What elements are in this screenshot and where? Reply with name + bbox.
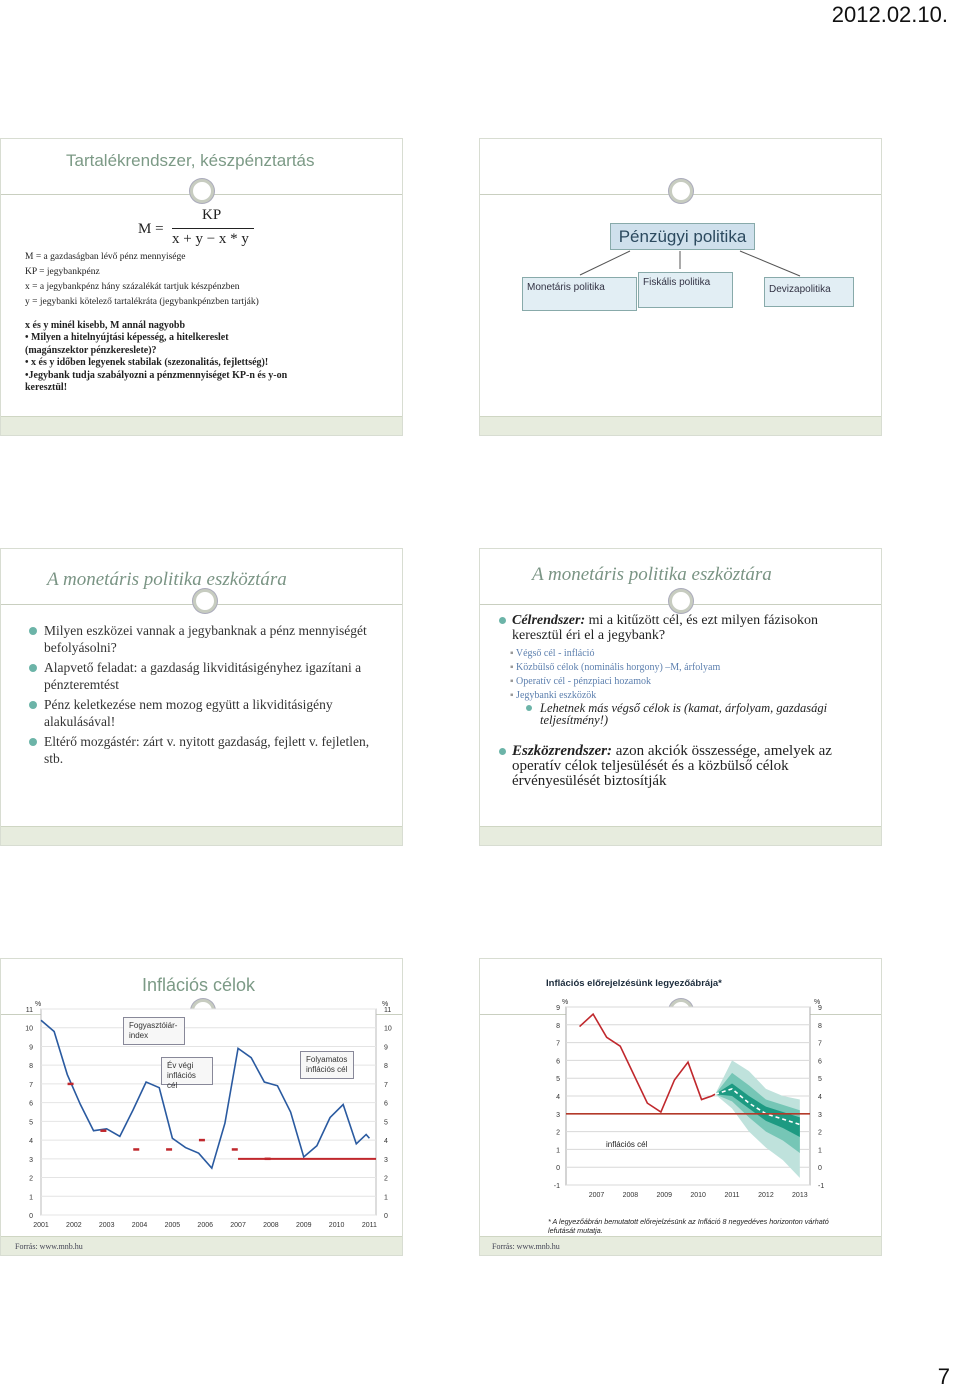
bullet-dot [499, 748, 506, 755]
conclusion-line: x és y minél kisebb, M annál nagyobb [25, 320, 186, 331]
sub-item: ▪ Jegybanki eszközök [510, 690, 597, 701]
bullet-item: Pénz keletkezése nem mozog együtt a likviditásigény alakulásával! [29, 696, 389, 730]
y-tick-label-right: 6 [818, 1058, 822, 1066]
x-tick-label: 2010 [690, 1192, 706, 1199]
bullet-item: Eltérő mozgástér: zárt v. nyitott gazdaság, fejlett v. fejletlen, stb. [29, 733, 389, 767]
y-tick-label-right: 5 [384, 1119, 388, 1127]
instrument-system-text: azon akciók összessége, amelyek az operatív célok teljesülését és a közbülső célok érvényesülését biztosítják [512, 743, 832, 789]
slide-financial-policy [479, 138, 882, 436]
slide-title: A monetáris politika eszköztára [47, 569, 287, 590]
x-tick-label: 2007 [588, 1192, 605, 1199]
child-node-label: Fiskális politika [643, 277, 711, 288]
y-tick-label-left: 4 [29, 1138, 33, 1146]
y-tick-label-left: 5 [556, 1076, 560, 1084]
slide-title: Tartalékrendszer, készpénztartás [66, 151, 315, 170]
plot-area [41, 1009, 376, 1215]
continuous-target-label-box: Folyamatos inflációs cél [300, 1051, 354, 1079]
target-system-text: mi a kitűzött cél, és ezt milyen fázisokon keresztül éri el a jegybank? [512, 613, 818, 643]
x-tick-label: 2008 [263, 1222, 279, 1229]
slide-toolkit-2 [479, 548, 882, 846]
y-tick-label-left: 0 [556, 1165, 560, 1173]
sub-item: ▪ Közbülső célok (nominális horgony) –M, árfolyam [510, 662, 721, 673]
child-node-currency [764, 277, 854, 307]
y-tick-label-right: 1 [384, 1194, 388, 1202]
formula-lhs: M = [138, 221, 164, 237]
cpi-label-box: Fogyasztóiár- index [123, 1017, 185, 1045]
slide-bottom-bar [480, 416, 881, 435]
instrument-system-label: Eszközrendszer: [512, 743, 613, 759]
y-tick-label-right: 7 [818, 1040, 822, 1048]
target-sublist [510, 647, 720, 703]
formula-fraction-bar [172, 228, 254, 229]
bullet-item: Alapvető feladat: a gazdaság likviditásigényhez igazítani a pénzteremtést [29, 659, 389, 693]
slide-inflation-targets [0, 958, 403, 1256]
bullet-list [29, 622, 389, 767]
formula-numerator: KP [202, 207, 222, 223]
fan-footnote: * A legyezőábrán bemutatott előrejelzésünk az Infláció 8 negyedéves horizonton várható lefutását mutatja. [548, 1217, 829, 1235]
y-tick-label-right: 1 [818, 1147, 822, 1155]
y-tick-label-left: 6 [556, 1058, 560, 1066]
y-tick-label-right: 2 [384, 1175, 388, 1183]
y-tick-label-left: -1 [553, 1183, 560, 1190]
conclusions [25, 320, 287, 394]
inflation-history-chart [1, 959, 403, 1239]
y-tick-label-right: 7 [384, 1081, 388, 1089]
fan-chart-title: Inflációs előrejelzésünk legyezőábrája* [546, 978, 722, 989]
y-tick-label-left: 8 [29, 1063, 33, 1071]
target-label: inflációs cél [606, 1140, 648, 1149]
y-tick-label-left: 1 [29, 1194, 33, 1202]
y-tick-label-left: 5 [29, 1119, 33, 1127]
y-tick-label-right: 6 [384, 1100, 388, 1108]
annual-target-label-box: Év végi inflációs cél [161, 1057, 213, 1085]
target-system-label: Célrendszer: [512, 613, 586, 628]
y-tick-label-right: 5 [818, 1076, 822, 1084]
fan-chart [480, 959, 882, 1239]
conclusion-line: •Jegybank tudja szabályozni a pénzmennyiséget KP-n és y-on [25, 369, 288, 381]
y-tick-label-right: 3 [818, 1111, 822, 1119]
instrument-system-block [500, 744, 865, 789]
x-tick-label: 2008 [622, 1192, 639, 1199]
y-tick-label-left: 10 [25, 1025, 33, 1033]
y-tick-label-left: 9 [29, 1044, 33, 1052]
y-tick-label-left: 3 [556, 1111, 560, 1119]
slide-title: A monetáris politika eszköztára [532, 564, 772, 585]
y-tick-label-right: 0 [384, 1213, 388, 1220]
y-tick-label-left: 3 [29, 1156, 33, 1164]
y-tick-label-left: 2 [556, 1129, 560, 1137]
x-tick-label: 2001 [33, 1222, 49, 1229]
y-tick-label-left: 2 [29, 1175, 33, 1183]
bullet-dot [499, 617, 506, 624]
definition-line: KP = jegybankpénz [25, 267, 100, 277]
bullet-dot [526, 705, 532, 711]
y-tick-label-right: 4 [818, 1094, 822, 1101]
child-node-label: Monetáris politika [527, 282, 605, 293]
y-tick-label-right: 10 [384, 1025, 392, 1033]
slide-ring [190, 179, 214, 203]
conclusion-line: (magánszektor pénzkereslete)? [25, 344, 157, 356]
y-tick-label-right: 11 [384, 1007, 392, 1014]
source-note: Forrás: www.mnb.hu [492, 1242, 560, 1251]
y-tick-label-right: 9 [818, 1005, 822, 1012]
slide-reserve-system [0, 138, 403, 436]
y-tick-label-left: 7 [556, 1040, 560, 1048]
root-node [610, 223, 755, 250]
x-tick-label: 2009 [656, 1192, 673, 1199]
header-date: 2012.02.10. [831, 2, 948, 27]
y-tick-label-left: 8 [556, 1022, 560, 1030]
child-node-fiscal [638, 272, 733, 308]
x-tick-label: 2007 [230, 1222, 246, 1229]
other-goals-note: Lehetnek más végső célok is (kamat, árfolyam, gazdasági teljesítmény!) [528, 702, 838, 726]
definition-line: M = a gazdaságban lévő pénz mennyisége [25, 252, 186, 262]
y-tick-label-right: 9 [384, 1044, 388, 1052]
x-tick-label: 2002 [66, 1222, 82, 1229]
y-tick-label-right: 2 [818, 1129, 822, 1137]
y-tick-label-left: 4 [556, 1094, 560, 1101]
child-node-label: Devizapolitika [769, 284, 831, 295]
page-number: 7 [937, 1364, 950, 1389]
formula-denominator: x + y − x * y [172, 231, 249, 247]
conclusion-line: keresztül! [25, 382, 68, 394]
x-tick-label: 2003 [98, 1222, 115, 1229]
target-system-block [500, 613, 870, 643]
x-tick-label: 2013 [792, 1192, 808, 1199]
y-tick-label-right: -1 [818, 1183, 825, 1190]
x-tick-label: 2009 [295, 1222, 312, 1229]
definition-line: x = a jegybankpénz hány százalékát tartjuk készpénzben [25, 282, 240, 292]
conclusion-line: • Milyen a hitelnyújtási képesség, a hitelkereslet [25, 332, 229, 344]
y-tick-label-left: 1 [556, 1147, 560, 1155]
child-node-monetary [522, 277, 637, 311]
x-tick-label: 2004 [131, 1222, 148, 1229]
slide-bottom-bar [480, 826, 881, 845]
y-tick-label-right: 0 [818, 1165, 822, 1173]
x-tick-label: 2011 [361, 1222, 377, 1229]
conclusion-line: • x és y időben legyenek stabilak (szezonalitás, fejlettség)! [25, 357, 269, 369]
y-unit-left: % [35, 1001, 42, 1008]
x-tick-label: 2005 [164, 1222, 181, 1229]
y-tick-label-right: 4 [384, 1138, 388, 1146]
x-tick-label: 2011 [724, 1192, 740, 1199]
y-tick-label-left: 11 [25, 1007, 33, 1014]
slide-bottom-bar [1, 826, 402, 845]
y-unit-right: % [382, 1001, 389, 1008]
y-tick-label-left: 7 [29, 1081, 33, 1089]
definitions [25, 250, 259, 310]
y-tick-label-left: 6 [29, 1100, 33, 1108]
bullet-item: Milyen eszközei vannak a jegybanknak a pénz mennyiségét befolyásolni? [29, 622, 389, 656]
slide-ring [669, 589, 693, 613]
slide-fan-chart [479, 958, 882, 1256]
source-note: Forrás: www.mnb.hu [15, 1242, 83, 1251]
sub-item: ▪ Operatív cél - pénzpiaci hozamok [510, 676, 651, 687]
y-unit-left: % [562, 999, 569, 1006]
slide-bottom-bar [1, 416, 402, 435]
y-tick-label-left: 9 [556, 1005, 560, 1012]
slide-title: Inflációs célok [142, 975, 256, 995]
sub-item: ▪ Végső cél - infláció [510, 648, 595, 659]
slide-ring [193, 589, 217, 613]
x-tick-label: 2012 [758, 1192, 774, 1199]
y-tick-label-right: 3 [384, 1156, 388, 1164]
slide-toolkit-1 [0, 548, 403, 846]
x-tick-label: 2006 [197, 1222, 214, 1229]
root-node-label: Pénzügyi politika [618, 227, 747, 246]
y-tick-label-left: 0 [29, 1213, 33, 1220]
y-tick-label-right: 8 [818, 1022, 822, 1030]
y-tick-label-right: 8 [384, 1063, 388, 1071]
x-tick-label: 2010 [328, 1222, 345, 1229]
y-unit-right: % [814, 999, 821, 1006]
definition-line: y = jegybanki kötelező tartalékráta (jegybankpénzben tartják) [25, 297, 259, 307]
